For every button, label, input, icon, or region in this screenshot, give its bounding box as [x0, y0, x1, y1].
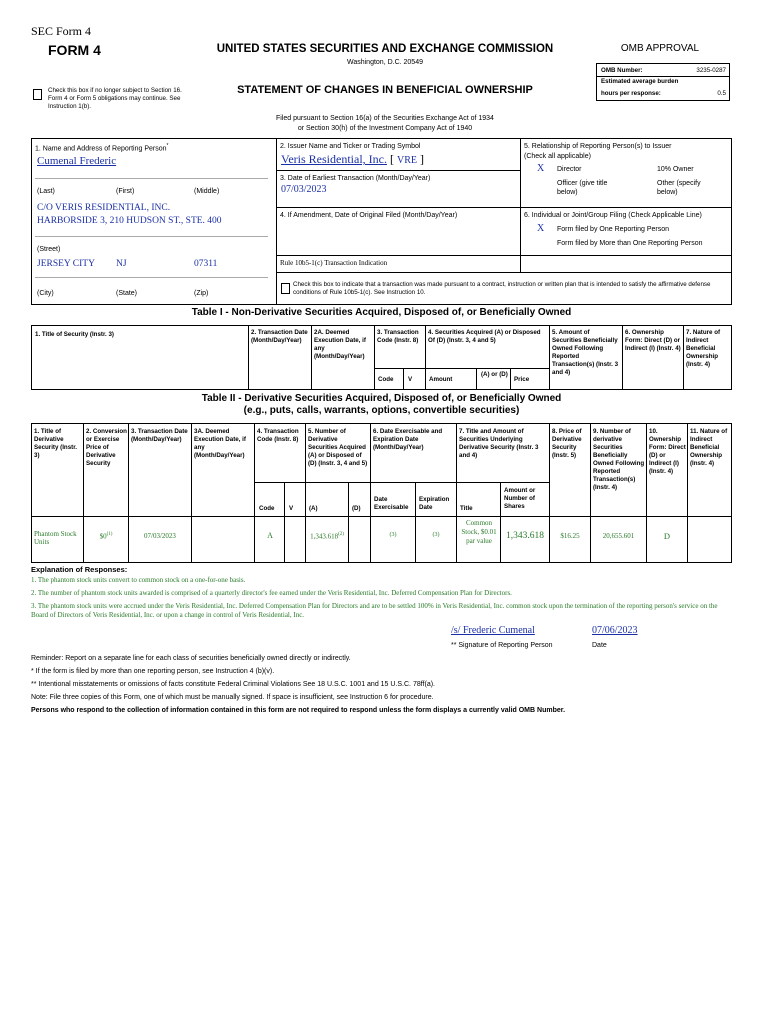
t1-price: Price	[514, 376, 530, 383]
t2-sub-d	[348, 482, 349, 563]
issuer-ticker[interactable]: VRE	[396, 155, 417, 166]
t2-h11: 11. Nature of Indirect Beneficial Ownership (Instr. 4)	[690, 428, 728, 467]
t2-col-7	[456, 423, 457, 563]
t2-v: V	[289, 505, 294, 512]
t2-a: (A)	[309, 505, 318, 512]
t1-col-3	[374, 325, 375, 390]
issuer-name[interactable]: Veris Residential, Inc.	[281, 152, 387, 166]
t2-row-price: $16.25	[560, 532, 580, 540]
footnote-2: 2. The number of phantom stock units awarded is comprised of a quarterly director's fee earned under the Veris Residential, Inc. Deferred Compensation Plan for Directors.	[31, 589, 512, 597]
t2-col-9	[590, 423, 591, 563]
t1-h1: 1. Title of Security (Instr. 3)	[35, 331, 114, 338]
t2-row-conv	[86, 532, 126, 540]
signature-name: /s/ Frederic Cumenal	[451, 625, 535, 636]
ten-pct-owner-label: 10% Owner	[657, 166, 694, 173]
t1-subheader-line	[374, 368, 549, 369]
earliest-transaction-date: 07/03/2023	[281, 184, 327, 195]
t2-title: Title	[460, 505, 473, 512]
t2-h9: 9. Number of derivative Securities Beneficially Owned Following Reported Transaction(s) (Instr. 4)	[593, 428, 645, 491]
more-persons-label: Form filed by More than One Reporting Person	[557, 240, 703, 247]
t2-row-conv-fn: (1)	[106, 532, 113, 537]
rule-text: Check this box to indicate that a transaction was made pursuant to a contract, instruction or written plan that is intended to satisfy the affirmative defense conditions of Rule 10b5-1(c). See Instruction 10.	[293, 281, 711, 296]
t2-h3: 3. Transaction Date (Month/Day/Year)	[131, 428, 188, 443]
t2-h3a: 3A. Deemed Execution Date, if any (Month/Day/Year)	[194, 428, 246, 459]
t2-row-underlying-amount: 1,343.618	[506, 531, 544, 541]
t2-header-bottom	[31, 516, 732, 517]
note-reminder: Reminder: Report on a separate line for each class of securities beneficially owned directly or indirectly.	[31, 655, 351, 662]
t1-col-5	[549, 325, 550, 390]
director-mark[interactable]: X	[537, 163, 545, 174]
t1-col-7	[683, 325, 684, 390]
city-value: JERSEY CITY	[37, 259, 95, 269]
t1-h3: 3. Transaction Code (Instr. 8)	[377, 329, 419, 344]
t1-sub-aord	[476, 368, 477, 390]
t2-col-10	[646, 423, 647, 563]
t2-sub-amount	[500, 482, 501, 563]
one-person-mark[interactable]: X	[537, 223, 545, 234]
city-label: (City)	[37, 290, 54, 297]
name-dashline	[35, 178, 268, 179]
t1-col-4	[425, 325, 426, 390]
t2-row-amount-value: 1,343.618	[310, 532, 339, 541]
t2-d: (D)	[352, 505, 361, 512]
t1-sub-v	[403, 368, 404, 390]
reporting-person-name[interactable]: Cumenal Frederic	[37, 155, 117, 167]
t1-col-2	[248, 325, 249, 390]
omb-number-value: 3235-0287	[696, 67, 726, 74]
address-line-2: HARBORSIDE 3, 210 HUDSON ST., STE. 400	[37, 216, 222, 226]
t2-row-amount-fn: (2)	[338, 532, 344, 537]
date-label: Date	[592, 642, 607, 649]
table1-title: Table I - Non-Derivative Securities Acquired, Disposed of, or Beneficially Owned	[191, 307, 572, 318]
grid-divider-2	[520, 138, 521, 272]
t1-code: Code	[378, 376, 394, 383]
rule-10b5-checkbox[interactable]	[281, 283, 290, 294]
t2-row-security: Phantom Stock Units	[34, 530, 77, 546]
other-label: Other (specify below)	[657, 180, 701, 196]
t2-col-3	[128, 423, 129, 563]
box4-label: 4. If Amendment, Date of Original Filed (Month/Day/Year)	[280, 212, 458, 219]
grid-line-a	[276, 170, 520, 171]
t1-aord: (A) or (D)	[481, 371, 508, 378]
t2-col-4	[254, 423, 255, 563]
t1-amount: Amount	[429, 376, 453, 383]
t2-col-6	[370, 423, 371, 563]
t1-h2a: 2A. Deemed Execution Date, if any (Month/Day/Year)	[314, 329, 366, 360]
issuer-line: Veris Residential, Inc. [ VRE ]	[281, 152, 424, 166]
t2-row-exp: (3)	[432, 532, 440, 538]
t2-h1: 1. Title of Derivative Security (Instr. 3)	[34, 428, 77, 459]
form-title: FORM 4	[48, 42, 101, 58]
statement-title: STATEMENT OF CHANGES IN BENEFICIAL OWNERSHIP	[237, 84, 533, 96]
t2-date-ex: Date Exercisable	[374, 496, 409, 511]
t2-row-code: A	[267, 531, 273, 540]
t2-h7: 7. Title and Amount of Securities Underlying Derivative Security (Instr. 3 and 4)	[459, 428, 539, 459]
filed-pursuant-1: Filed pursuant to Section 16(a) of the Securities Exchange Act of 1934	[276, 115, 494, 122]
signature-date: 07/06/2023	[592, 625, 638, 636]
agency-title: UNITED STATES SECURITIES AND EXCHANGE COMMISSION	[216, 43, 554, 55]
t2-h8: 8. Price of Derivative Security (Instr. 5)	[552, 428, 582, 459]
grid-line-b	[276, 207, 732, 208]
omb-burden-label: Estimated average burden	[601, 78, 679, 85]
box2-label: 2. Issuer Name and Ticker or Trading Symbol	[280, 143, 421, 150]
box3-label: 3. Date of Earliest Transaction (Month/Day/Year)	[280, 175, 431, 182]
last-label: (Last)	[37, 188, 55, 195]
grid-line-c	[276, 255, 732, 256]
box6-label: 6. Individual or Joint/Group Filing (Check Applicable Line)	[524, 212, 702, 219]
filed-pursuant-2: or Section 30(h) of the Investment Company Act of 1940	[297, 125, 473, 132]
t1-col-6	[622, 325, 623, 390]
note-2: ** Intentional misstatements or omissions of facts constitute Federal Criminal Violations See 18 U.S.C. 1001 and 15 U.S.C. 78ff(a).	[31, 681, 435, 688]
director-label: Director	[557, 166, 582, 173]
omb-title: OMB APPROVAL	[620, 43, 700, 54]
zip-value: 07311	[194, 259, 218, 269]
t1-h4: 4. Securities Acquired (A) or Disposed Of (D) (Instr. 3, 4 and 5)	[428, 329, 541, 344]
note-4: Persons who respond to the collection of information contained in this form are not required to respond unless the form displays a currently valid OMB Number.	[31, 707, 566, 714]
address-dashline	[35, 236, 268, 237]
t1-h7: 7. Nature of Indirect Beneficial Ownership (Instr. 4)	[686, 329, 721, 368]
footnote-3: 3. The phantom stock units were accrued under the Veris Residential, Inc. Deferred Compensation Plan for Directors and are to be settled 100% in Veris Residential, Inc. common stock upon the termination of the reporting person's service on the Board of Directors of Veris Residential, Inc. or upon a change in control of Veris Residential, Inc.	[31, 602, 718, 619]
omb-hours-label: hours per response:	[601, 90, 661, 97]
zip-label: (Zip)	[194, 290, 209, 297]
t2-h2: 2. Conversion or Exercise Price of Derivative Security	[86, 428, 127, 467]
note-3: Note: File three copies of this Form, one of which must be manually signed. If space is insufficient, see Instruction 6 for procedure.	[31, 694, 434, 701]
t2-exp: Expiration Date	[419, 496, 450, 511]
footnote-1: 1. The phantom stock units convert to common stock on a one-for-one basis.	[31, 576, 246, 584]
middle-label: (Middle)	[194, 188, 220, 195]
t2-sub-exp	[415, 482, 416, 563]
t2-col-2	[83, 423, 84, 563]
rule-label: Rule 10b5-1(c) Transaction Indication	[280, 259, 388, 267]
t2-col-11	[687, 423, 688, 563]
state-value: NJ	[116, 259, 127, 269]
no-longer-subject-checkbox[interactable]	[33, 89, 42, 100]
city-dashline	[35, 277, 268, 278]
t2-row-date: 07/03/2023	[144, 532, 176, 540]
omb-divider	[597, 76, 729, 77]
location: Washington, D.C. 20549	[346, 59, 423, 66]
box5-label-2: (Check all applicable)	[524, 153, 591, 160]
box1-asterisk: *	[166, 143, 169, 149]
t2-code: Code	[259, 505, 275, 512]
t2-h4: 4. Transaction Code (Instr. 8)	[257, 428, 299, 443]
officer-label: Officer (give title below)	[557, 180, 608, 196]
t2-row-date-ex: (3)	[389, 532, 397, 538]
state-label: (State)	[116, 290, 138, 297]
omb-number-label: OMB Number:	[601, 67, 643, 74]
signature-label: ** Signature of Reporting Person	[451, 642, 553, 649]
grid-line-d	[276, 272, 732, 273]
one-person-label: Form filed by One Reporting Person	[557, 226, 670, 233]
address-line-1: C/O VERIS RESIDENTIAL, INC.	[37, 203, 171, 213]
t1-col-2a	[311, 325, 312, 390]
t2-amount-num: Amount or Number of Shares	[504, 487, 536, 510]
t1-h6: 6. Ownership Form: Direct (D) or Indirect (I) (Instr. 4)	[625, 329, 681, 352]
t2-h6: 6. Date Exercisable and Expiration Date (Month/Day/Year)	[373, 428, 443, 451]
t2-col-3a	[191, 423, 192, 563]
explanation-title: Explanation of Responses:	[31, 565, 128, 574]
t2-row-form: D	[663, 531, 671, 541]
t2-sub-v	[284, 482, 285, 563]
checkbox-note: Check this box if no longer subject to Section 16. Form 4 or Form 5 obligations may continue. See Instruction 1(b).	[48, 87, 182, 110]
t1-v: V	[408, 376, 413, 383]
t2-row-amount	[306, 532, 348, 540]
t2-col-8	[549, 423, 550, 563]
form-label: SEC Form 4	[31, 24, 92, 38]
street-label: (Street)	[37, 246, 61, 253]
table2-title-1: Table II - Derivative Securities Acquired, Disposed of, or Beneficially Owned	[201, 393, 562, 404]
omb-hours-value: 0.5	[717, 90, 726, 97]
table2-title-2: (e.g., puts, calls, warrants, options, convertible securities)	[243, 405, 520, 416]
t2-sub-line	[254, 482, 549, 483]
box1-label-text: 1. Name and Address of Reporting Person	[35, 145, 167, 153]
t2-row-underlying-title: Common Stock, $0.01 par value	[461, 519, 497, 545]
t1-h2: 2. Transaction Date (Month/Day/Year)	[251, 329, 308, 344]
t2-row-conv-value: $0	[99, 532, 107, 541]
t2-col-5	[305, 423, 306, 563]
t2-h5: 5. Number of Derivative Securities Acquired (A) or Disposed of (D) (Instr. 3, 4 and 5)	[308, 428, 368, 467]
first-label: (First)	[116, 188, 135, 195]
t1-h5: 5. Amount of Securities Beneficially Owned Following Reported Transaction(s) (Instr. 3 and 4)	[552, 329, 619, 376]
t1-sub-price	[510, 368, 511, 390]
box5-label: 5. Relationship of Reporting Person(s) to Issuer	[524, 143, 672, 150]
t2-row-owned: 20,655.601	[602, 532, 635, 540]
grid-divider-1	[276, 138, 277, 305]
note-1: * If the form is filed by more than one reporting person, see Instruction 4 (b)(v).	[31, 668, 275, 675]
t2-h10: 10. Ownership Form: Direct (D) or Indirect (I) (Instr. 4)	[649, 428, 686, 475]
box1-label	[35, 142, 168, 153]
